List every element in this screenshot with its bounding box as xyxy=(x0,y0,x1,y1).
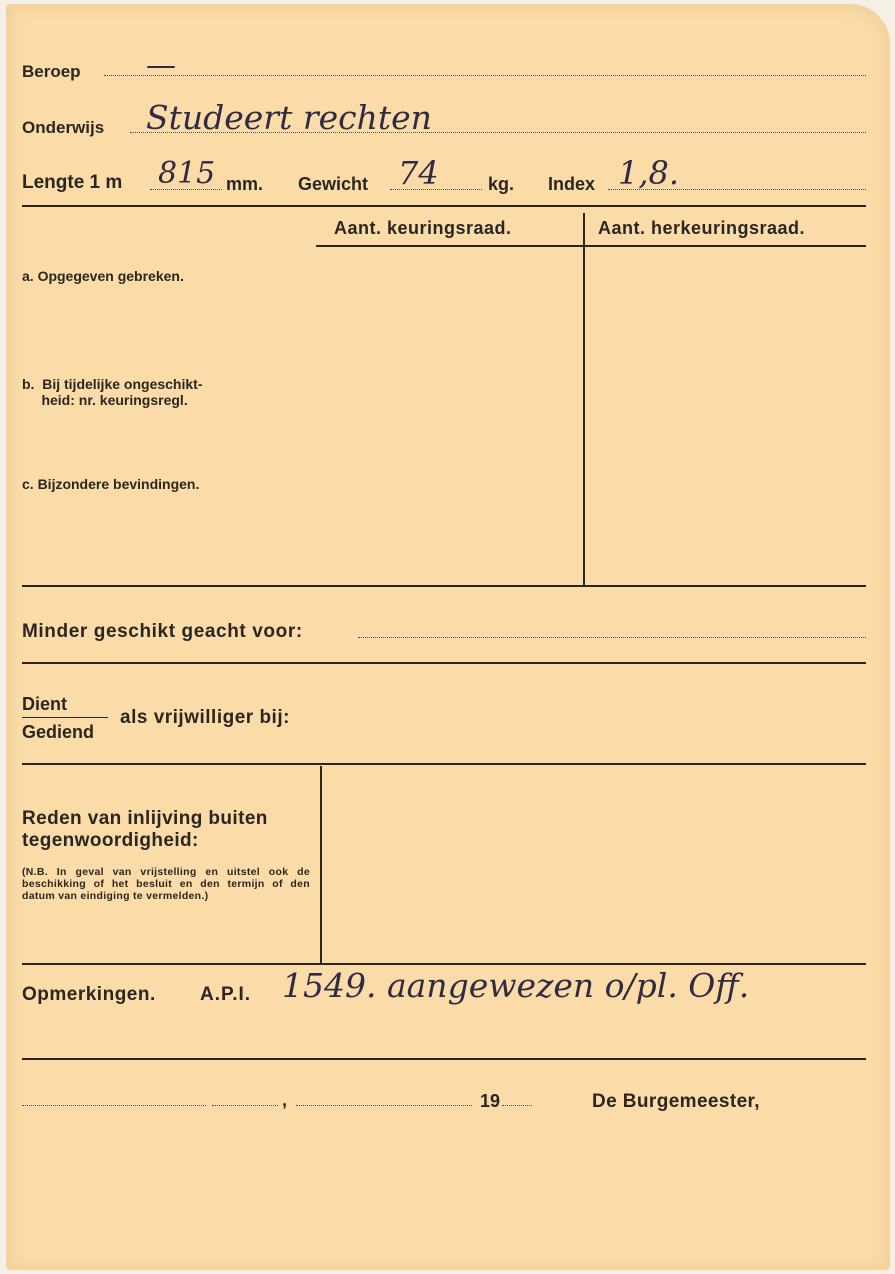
table-bottom-rule xyxy=(22,585,866,587)
row-b-label: b. Bij tijdelijke ongeschikt- heid: nr. keuringsregl. xyxy=(22,376,203,408)
vrijwilliger-label: als vrijwilliger bij: xyxy=(120,707,290,728)
minder-dotted-line xyxy=(358,637,866,638)
lengte-value: 815 xyxy=(158,156,216,191)
row-c-label: c. Bijzondere bevindingen. xyxy=(22,476,200,492)
beroep-dotted-line xyxy=(104,75,866,76)
gewicht-value: 74 xyxy=(398,154,439,192)
opmerkingen-label: Opmerkingen. xyxy=(22,984,156,1005)
registration-card xyxy=(6,4,890,1270)
date-dotted-line xyxy=(296,1105,472,1106)
index-value: 1,8. xyxy=(618,154,680,192)
year-prefix: 19 xyxy=(480,1091,501,1111)
year-dotted-line xyxy=(502,1105,532,1106)
kg-unit: kg. xyxy=(488,174,515,194)
gewicht-label: Gewicht xyxy=(298,174,369,194)
lengte-label: Lengte 1 m xyxy=(22,172,123,193)
index-label: Index xyxy=(548,174,596,194)
vrijwillig-bottom-rule xyxy=(22,763,866,765)
reden-bottom-rule xyxy=(22,963,866,965)
dient-label: Dient xyxy=(22,694,67,714)
minder-label: Minder geschikt geacht voor: xyxy=(22,621,303,642)
gediend-label: Gediend xyxy=(22,722,95,742)
mm-unit: mm. xyxy=(226,174,264,194)
table-header-rule xyxy=(316,245,866,247)
onderwijs-label: Onderwijs xyxy=(22,118,105,137)
beroep-label: Beroep xyxy=(22,62,81,81)
footer-comma: , xyxy=(282,1090,288,1110)
onderwijs-value: Studeert rechten xyxy=(146,98,432,137)
signature-label: De Burgemeester, xyxy=(592,1091,760,1112)
place-dotted-line-2 xyxy=(212,1105,278,1106)
reden-note: (N.B. In geval van vrijstelling en uitstel ook de beschikking of het besluit en den termijn of den datum van eindiging te vermelden.) xyxy=(22,866,310,902)
row-a-label: a. Opgegeven gebreken. xyxy=(22,268,184,284)
reden-divider xyxy=(320,766,322,964)
col-herkeuringsraad: Aant. herkeuringsraad. xyxy=(598,218,806,238)
col-keuringsraad: Aant. keuringsraad. xyxy=(334,218,512,238)
place-dotted-line xyxy=(22,1105,206,1106)
api-label: A.P.I. xyxy=(200,984,252,1005)
opmerkingen-bottom-rule xyxy=(22,1058,866,1060)
fraction-bar xyxy=(22,717,108,718)
minder-bottom-rule xyxy=(22,662,866,664)
table-top-rule xyxy=(22,205,866,207)
opmerkingen-handwritten: 1549. aangewezen o/pl. Off. xyxy=(282,966,750,1005)
reden-title: Reden van inlijving buiten tegenwoordigheid: xyxy=(22,808,268,851)
table-column-divider xyxy=(583,213,585,586)
beroep-value: — xyxy=(146,48,176,83)
